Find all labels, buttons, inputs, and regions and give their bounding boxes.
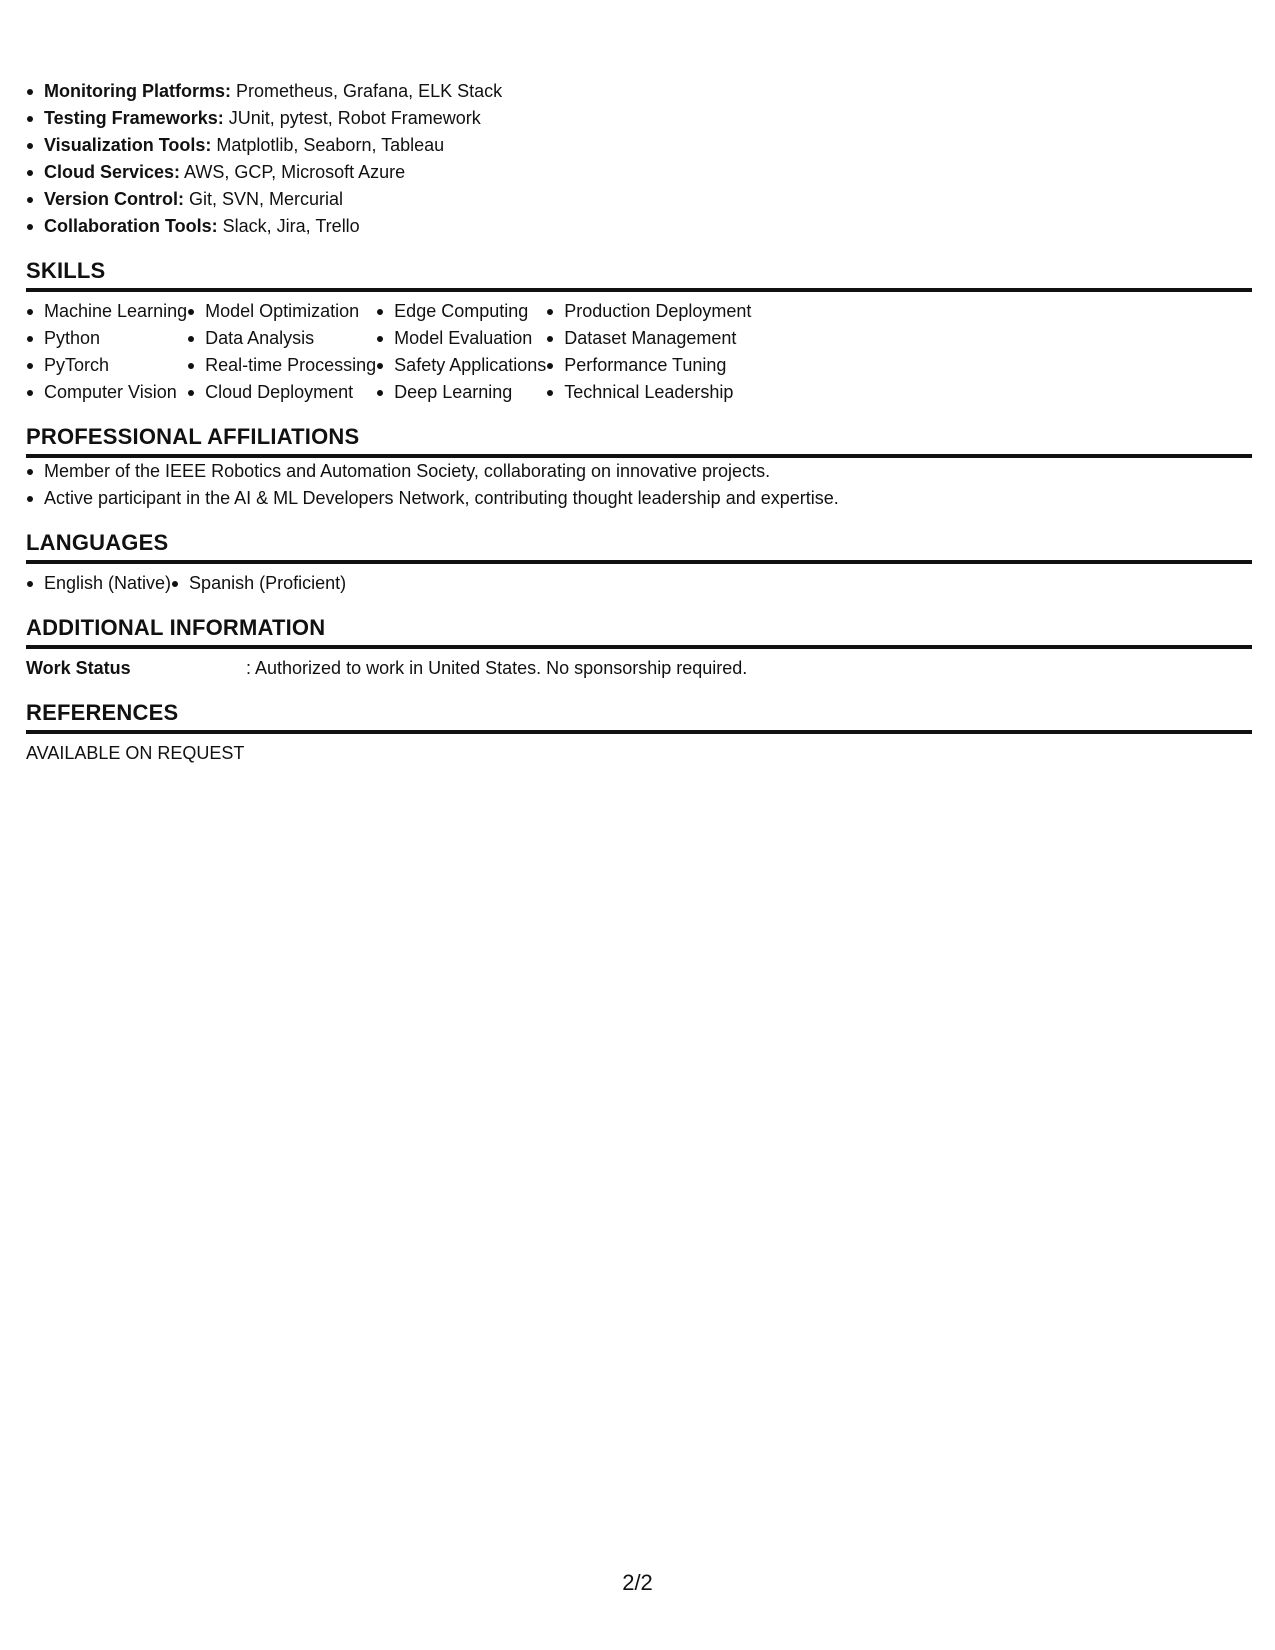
skill-item: Computer Vision (26, 379, 187, 406)
skill-item: Model Evaluation (376, 325, 546, 352)
tools-item (26, 132, 1252, 159)
affiliations-list (26, 458, 1252, 512)
additional-info-section (26, 615, 1252, 682)
skill-item: Machine Learning (26, 298, 187, 325)
references-heading: REFERENCES (26, 700, 1252, 734)
resume-page (26, 78, 1252, 767)
additional-info-heading: ADDITIONAL INFORMATION (26, 615, 1252, 649)
language-item: Spanish (Proficient) (171, 570, 346, 597)
work-status-row (26, 655, 1252, 682)
page-number: 2/2 (622, 1570, 653, 1595)
tools-list (26, 78, 1252, 240)
tools-item-label: Visualization Tools: (44, 135, 212, 155)
tools-item (26, 186, 1252, 213)
skills-column (546, 298, 751, 406)
skills-column (26, 298, 187, 406)
skill-item: Cloud Deployment (187, 379, 376, 406)
references-section (26, 700, 1252, 767)
skill-item: Deep Learning (376, 379, 546, 406)
affiliations-heading: PROFESSIONAL AFFILIATIONS (26, 424, 1252, 458)
tools-item (26, 213, 1252, 240)
skill-item: Safety Applications (376, 352, 546, 379)
tools-item-label: Cloud Services: (44, 162, 181, 182)
tools-item-value: JUnit, pytest, Robot Framework (223, 108, 481, 128)
tools-item (26, 78, 1252, 105)
affiliation-item: Member of the IEEE Robotics and Automation Society, collaborating on innovative projects. (26, 458, 1252, 485)
references-text: AVAILABLE ON REQUEST (26, 743, 245, 763)
tools-item (26, 159, 1252, 186)
tools-item-label: Version Control: (44, 189, 185, 209)
languages-section (26, 530, 1252, 597)
affiliation-item: Active participant in the AI & ML Developers Network, contributing thought leadership and expertise. (26, 485, 1252, 512)
skills-heading: SKILLS (26, 258, 1252, 292)
tools-item-value: AWS, GCP, Microsoft Azure (180, 162, 406, 182)
skill-item: Technical Leadership (546, 379, 751, 406)
skill-item: Data Analysis (187, 325, 376, 352)
tools-item-label: Monitoring Platforms: (44, 81, 231, 101)
skill-item: Edge Computing (376, 298, 546, 325)
skills-column (376, 298, 546, 406)
skills-grid (26, 298, 1252, 406)
tools-item-value: Prometheus, Grafana, ELK Stack (231, 81, 503, 101)
tools-item-value: Slack, Jira, Trello (217, 216, 360, 236)
work-status-value: : Authorized to work in United States. No sponsorship required. (246, 658, 748, 678)
language-item: English (Native) (26, 570, 171, 597)
skills-section (26, 258, 1252, 406)
tools-item-label: Collaboration Tools: (44, 216, 218, 236)
affiliations-section (26, 424, 1252, 512)
skill-item: Performance Tuning (546, 352, 751, 379)
languages-heading: LANGUAGES (26, 530, 1252, 564)
skills-column (187, 298, 376, 406)
work-status-label: Work Status (26, 658, 131, 678)
tools-item-label: Testing Frameworks: (44, 108, 224, 128)
language-column (26, 570, 171, 597)
languages-list (26, 570, 1252, 597)
skill-item: Real-time Processing (187, 352, 376, 379)
tools-item-value: Git, SVN, Mercurial (184, 189, 344, 209)
tools-item (26, 105, 1252, 132)
skill-item: Production Deployment (546, 298, 751, 325)
skill-item: PyTorch (26, 352, 187, 379)
tools-item-value: Matplotlib, Seaborn, Tableau (211, 135, 445, 155)
skill-item: Dataset Management (546, 325, 751, 352)
skill-item: Model Optimization (187, 298, 376, 325)
skill-item: Python (26, 325, 187, 352)
language-column (171, 570, 346, 597)
